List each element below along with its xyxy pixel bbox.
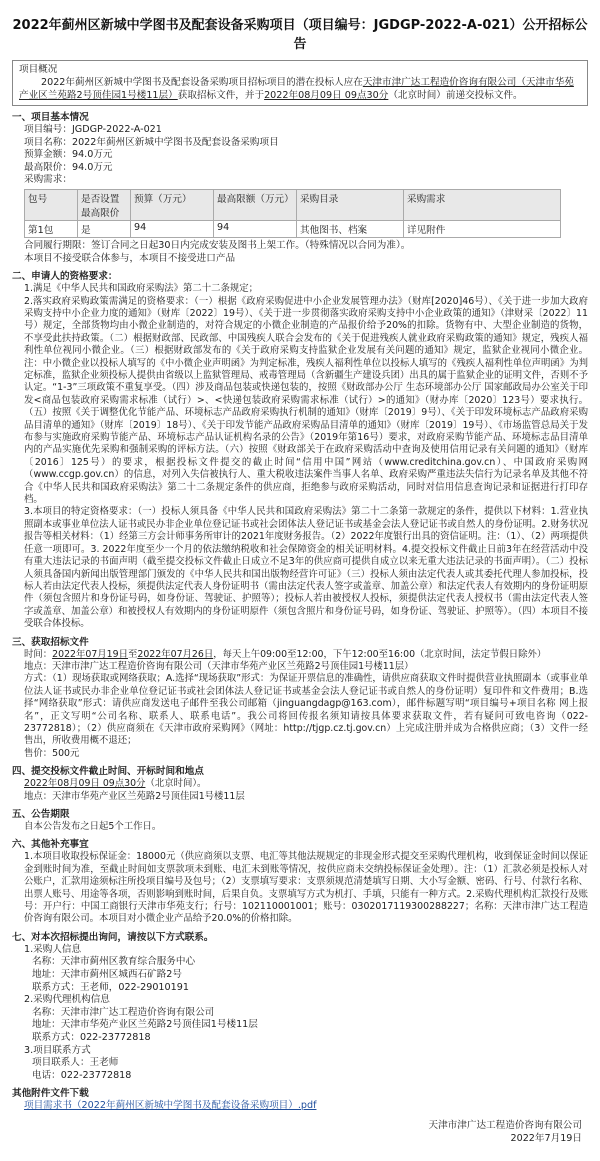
deadline-place: 地点：天津市华苑产业区兰苑路2号顶佳园1号楼11层 — [24, 790, 245, 802]
table-header-cell: 包号 — [25, 189, 78, 220]
table-header-row — [25, 189, 561, 220]
obtain-place: 地点：天津市津广达工程造价咨询有限公司（天津市华苑产业区兰苑路2号顶佳园1号楼11层） — [24, 660, 414, 672]
qualification-p3: 3.本项目的特定资格要求：（一）投标人须具备《中华人民共和国政府采购法》第二十二条第一款规定的条件，提供以下材料：1.营业执照副本或事业单位法人证书或民办非企业单位登记证书或社会团体法人登记证书或基金会法人登记证书或自然人的身份证明。2.财务状况报告等相关材料：（1）经第三方会计师事务所审计的2021年度财务报告。（2）2022年度银行出具的资信证明。注：（1）、（2）两项提供任意一项即可。3. 2022年度至少一个月的依法缴纳税收和社会保障资金的相关证明材料。4.提交投标文件截止日前3年在经营活动中没有重大违法记录的书面声明（截至提交投标文件截止日成立不足3年的供应商可提供自成立以来无重大违法记录的书面声明）。（二）投标人须具备国内新闻出版管理部门颁发的《中华人民共和国出版物经营许可证》（三）投标人须由法定代表人或其委托代理人参加投标，投标人若由法定代表人投标，须提供法定代表人身份证明书（需由法定代表人签字或盖章、加盖公章）和法定代表人有效期内的身份证明原件（须包含照片和身份证号码，如身份证、驾驶证、护照等）；投标人若由被授权人投标，须提供法定代表人授权书（需由法定代表人签字或盖章、加盖公章）和被授权人有效期内的身份证明原件（须包含照片和身份证号码，如身份证、驾驶证、护照等）。（四）本项目不接受联合体投标。 — [24, 506, 588, 630]
contract-period: 合同履行期限：签订合同之日起30日内完成安装及图书上架工作。（特殊情况以合同为准）。 — [24, 239, 411, 251]
agency-name: 名称：天津市津广达工程造价咨询有限公司 — [32, 1006, 215, 1018]
signature-company: 天津市津广达工程造价咨询有限公司 — [428, 1119, 582, 1131]
demand-label: 采购需求： — [24, 174, 72, 186]
section-deadline-heading: 四、提交投标文件截止时间、开标时间和地点 — [12, 766, 204, 778]
section-period-heading: 五、公告期限 — [12, 809, 70, 820]
obtain-time: 时间：2022年07月19日至2022年07月26日，每天上午09:00至12:00，下午12:00至16:00（北京时间，法定节假日除外） — [24, 648, 547, 660]
table-header-cell: 采购目录 — [297, 189, 404, 220]
signature-date: 2022年7月19日 — [510, 1132, 582, 1144]
project-contact-person: 项目联系人：王老师 — [32, 1057, 119, 1069]
table-header-cell: 是否设置最高限价 — [78, 189, 131, 220]
project-overview-box — [12, 60, 588, 106]
agency-address: 地址：天津市华苑产业区兰苑路2号顶佳园1号楼11层 — [32, 1019, 258, 1031]
table-cell: 第1包 — [25, 220, 78, 237]
attachments-heading: 其他附件文件下载 — [12, 1088, 89, 1100]
section-obtain-docs-heading: 三、获取招标文件 — [12, 636, 89, 648]
buyer-address: 地址：天津市蓟州区城西石矿路2号 — [32, 969, 183, 981]
overview-deadline: 2022年08月09日 09点30分 — [264, 90, 389, 101]
table-cell: 详见附件 — [404, 220, 561, 237]
consortium-note: 本项目不接受联合体参与，本项目不接受进口产品 — [24, 252, 236, 264]
period-text: 自本公告发布之日起5个工作日。 — [24, 821, 162, 832]
obtain-method: 方式：（1）现场获取或网络获取；A.选择“现场获取”形式：为保证开票信息的准确性，请供应商获取文件时提供营业执照副本（或事业单位法人证书或民办非企业单位登记证书或社会团体法人登记证书或基金会法人登记证书或自然人的身份证明）复印件和文件费用；B.选择“网络获取”形式：请供应商发送电子邮件至我公司邮箱（jinguangdagp@163.com），邮件标题写明“项目编号+项目名称 网上报名”，正文写明“公司名称、联系人、联系电话”。我公司将回传报名须知请按具体要求获取文件，若有疑问可致电咨询（022-23772818）；（2）供应商须在《天津市政府采购网》（网址：http://tjgp.cz.tj.gov.cn）上完成注册并成为合格供应商；（3）文件一经售出，所收费用概不退还； — [24, 673, 588, 747]
agency-title: 2.采购代理机构信息 — [24, 994, 110, 1006]
attachment-link[interactable]: 项目需求书（2022年蓟州区新城中学图书及配套设备采购项目）.pdf — [24, 1100, 317, 1112]
table-cell: 是 — [78, 220, 131, 237]
deadline-time: 2022年08月09日 09点30分（北京时间）。 — [24, 778, 207, 790]
section-supplement-heading: 六、其他补充事宜 — [12, 839, 89, 851]
table-header-cell: 预算（万元） — [131, 189, 214, 220]
table-cell: 94 — [214, 220, 297, 237]
table-cell: 其他图书、档案 — [297, 220, 404, 237]
qualification-p2: 2.落实政府采购政策需满足的资格要求：（一）根据《政府采购促进中小企业发展管理办法》（财库[2020]46号）、《关于进一步加大政府采购支持中小企业力度的通知》（财库〔2022〕19号）、《关于进一步贯彻落实政府采购支持中小企业政策的通知》（津财采〔2022〕11号）规定，全部货物均由小微企业制造的，对符合规定的小微企业制造的产品报价给予20%的扣除。货物有中、大型企业制造的货物，不享受此扶持政策。（二）根据财政部、民政部、中国残疾人联合会发布的《关于促进残疾人就业政府采购政策的通知》规定，残疾人福利性单位视同小微企业。（三）根据财政部发布的《关于政府采购支持监狱企业发展有关问题的通知》规定，监狱企业视同小微企业。注：中小微企业以投标人填写的《中小微企业声明函》为判定标准，残疾人福利性单位以投标人填写的《残疾人福利性单位声明函》为判定标准，监狱企业须投标人提供由省级以上监狱管理局、戒毒管理局（含新疆生产建设兵团）出具的属于监狱企业的证明文件，否则不予认定。“1-3”三项政策不重复享受。（四）涉及商品包装或快递包装的，按照《财政部办公厅 生态环境部办公厅 国家邮政局办公室关于印发<商品包装政府采购需求标准（试行）>、<快递包装政府采购需求标准（试行）>的通知》（财办库〔2020〕123号）要求执行。（五）按照《关于调整优化节能产品、环境标志产品政府采购执行机制的通知》（财库〔2019〕9号）、《关于印发环境标志产品政府采购品目清单的通知》（财库〔2019〕18号）、《关于印发节能产品政府采购品目清单的通知》（财库〔2019〕19号）、《市场监管总局关于发布参与实施政府采购节能产品、环境标志产品认证机构名录的公告》（2019年第16号）要求，对政府采购节能产品、环境标志品目清单内的产品实施优先采购和强制采购的评标方法。（六）按照《财政部关于在政府采购活动中查询及使用信用记录有关问题的通知》（财库〔2016〕125号）的要求，根据投标文件提交的截止时间“信用中国”网站（www.creditchina.gov.cn）、中国政府采购网（www.ccgp.gov.cn）的信息，对列入失信被执行人、重大税收违法案件当事人名单、政府采购严重违法失信行为记录名单及其他不符合《中华人民共和国政府采购法》第二十二条规定条件的供应商，拒绝参与政府采购活动，同时对信用信息查询记录和证据进行打印存档。 — [24, 295, 588, 506]
budget-amount: 预算金额：94.0万元 — [24, 149, 113, 161]
table-row — [25, 220, 561, 237]
section-contact-heading: 七、对本次招标提出询问，请按以下方式联系。 — [12, 931, 214, 943]
overview-label: 项目概况 — [19, 64, 58, 75]
overview-location: 天津市津广达工程造价咨询有限公司（天津市华苑产业区兰苑路2号顶佳园1号楼11层） — [19, 77, 574, 101]
project-name: 项目名称：2022年蓟州区新城中学图书及配套设备采购项目 — [24, 136, 279, 148]
obtain-price: 售价：500元 — [24, 747, 80, 759]
supplement-text: 1.本项目收取投标保证金：18000元（供应商须以支票、电汇等其他法规规定的非现金形式提交至采购代理机构，收到保证金时间以保证金到账时间为准，至截止时间如支票款项未到账、电汇未到账等情况，按供应商未交纳投标保证金处理）。注：（1）汇款必须是投标人对公账户，汇款用途须标注所投项目编号及包号；（2）支票填写要求：支票须规范清楚填写日期、大小写金额、密码、行号、付款行名称、出票人账号、用途等各项，否则影响到账时间，后果自负。支票填写方式为机打、手填，只能有一种方式。2.采购代理机构汇款投行及账号：开户行：中国工商银行天津市华苑支行；行号：102110001001；账号：0302017119300288227；名称：天津市津广达工程造价咨询有限公司。本项目对小微企业产品给予20.0%的价格扣除。 — [24, 851, 588, 925]
table-header-cell: 采购需求 — [404, 189, 561, 220]
signature-block — [12, 1119, 588, 1145]
buyer-title: 1.采购人信息 — [24, 943, 82, 955]
procurement-table — [24, 189, 561, 238]
qualification-p1: 1.满足《中华人民共和国政府采购法》第二十二条规定； — [24, 283, 258, 295]
table-header-cell: 最高限额（万元） — [214, 189, 297, 220]
buyer-name: 名称：天津市蓟州区教育综合服务中心 — [32, 956, 196, 968]
project-contact-phone: 电话：022-23772818 — [32, 1069, 132, 1081]
table-cell: 94 — [131, 220, 214, 237]
agency-contact: 联系方式：022-23772818 — [32, 1032, 151, 1043]
section-basic-info-heading: 一、项目基本情况 — [12, 112, 89, 123]
buyer-contact: 联系方式：王老师，022-29010191 — [32, 981, 189, 993]
overview-text: 2022年蓟州区新城中学图书及配套设备采购项目招标项目的潜在投标人应在天津市津广达工程造价咨询有限公司（天津市华苑产业区兰苑路2号顶佳园1号楼11层）获取招标文件，并于2022年08月09日 09点30分（北京时间）前递交投标文件。 — [19, 77, 574, 101]
section-qualification-heading: 二、申请人的资格要求： — [12, 271, 118, 283]
max-price: 最高限价：94.0万元 — [24, 161, 113, 173]
project-number: 项目编号：JGDGP-2022-A-021 — [24, 124, 162, 135]
project-contact-title: 3.项目联系方式 — [24, 1044, 91, 1056]
page-title: 2022年蓟州区新城中学图书及配套设备采购项目（项目编号：JGDGP-2022-A-021）公开招标公告 — [12, 18, 588, 52]
